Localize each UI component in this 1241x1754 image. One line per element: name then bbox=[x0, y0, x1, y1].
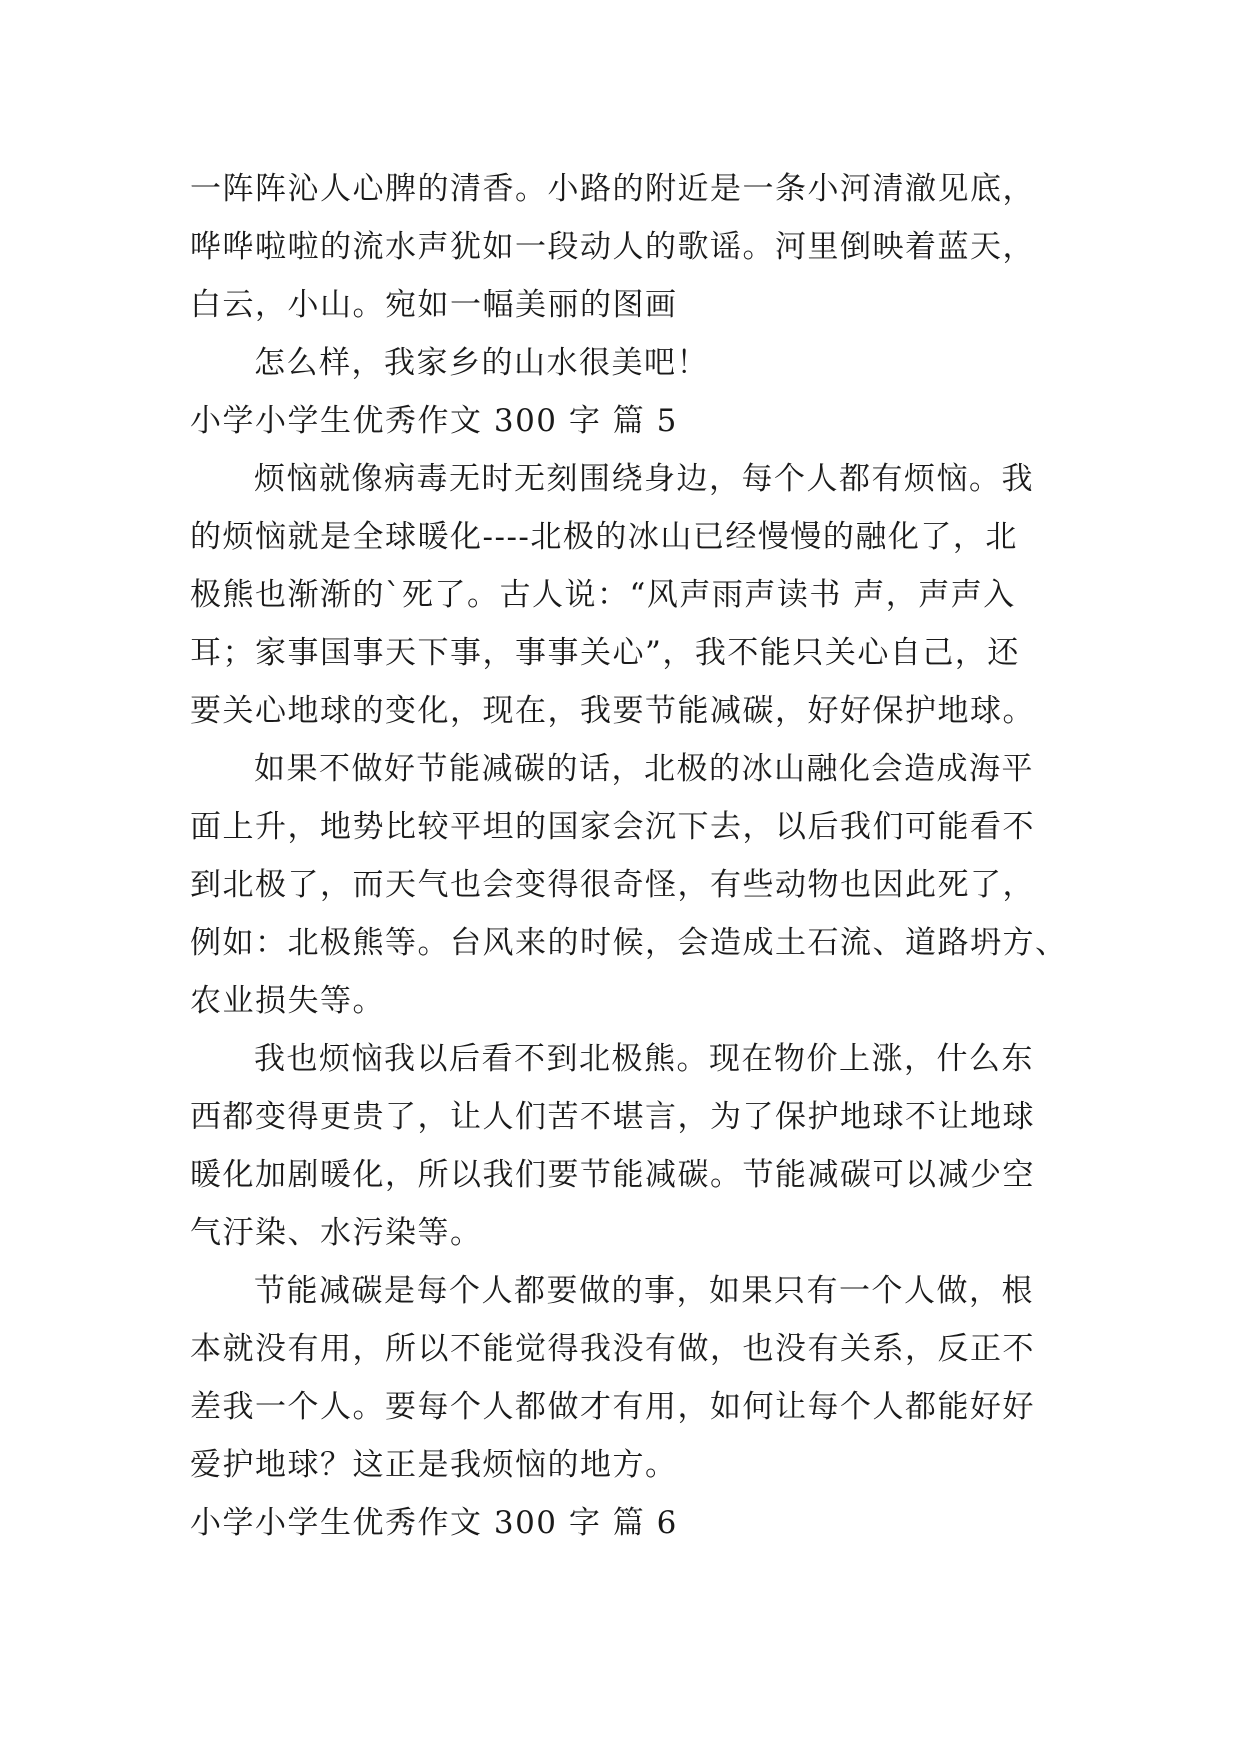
document-body bbox=[190, 160, 1070, 1552]
text-line: 耳；家事国事天下事，事事关心”，我不能只关心自己，还 bbox=[190, 635, 1020, 671]
text-line: 爱护地球？这正是我烦恼的地方。 bbox=[190, 1447, 678, 1483]
text-line: 的烦恼就是全球暖化----北极的冰山已经慢慢的融化了，北 bbox=[190, 519, 1018, 555]
text-line: 极熊也渐渐的`死了。古人说：“风声雨声读书 声，声声入 bbox=[190, 577, 1016, 613]
text-line: 到北极了，而天气也会变得很奇怪，有些动物也因此死了， bbox=[190, 867, 1035, 903]
paragraph-first-line: 如果不做好节能减碳的话，北极的冰山融化会造成海平 bbox=[254, 751, 1034, 787]
text-line: 气汙染、水污染等。 bbox=[190, 1215, 483, 1251]
text-line: 农业损失等。 bbox=[190, 983, 385, 1019]
text-line: 一阵阵沁人心脾的清香。小路的附近是一条小河清澈见底， bbox=[190, 171, 1035, 207]
section-heading: 小学小学生优秀作文 300 字 篇 5 bbox=[190, 403, 678, 439]
section-heading: 小学小学生优秀作文 300 字 篇 6 bbox=[190, 1505, 678, 1541]
paragraph-first-line: 节能减碳是每个人都要做的事，如果只有一个人做，根 bbox=[254, 1273, 1034, 1309]
paragraph-first-line: 我也烦恼我以后看不到北极熊。现在物价上涨，什么东 bbox=[254, 1041, 1034, 1077]
text-line: 西都变得更贵了，让人们苦不堪言，为了保护地球不让地球 bbox=[190, 1099, 1035, 1135]
text-line: 面上升，地势比较平坦的国家会沉下去，以后我们可能看不 bbox=[190, 809, 1035, 845]
text-line: 差我一个人。要每个人都做才有用，如何让每个人都能好好 bbox=[190, 1389, 1035, 1425]
text-line: 要关心地球的变化，现在，我要节能减碳，好好保护地球。 bbox=[190, 693, 1035, 729]
paragraph-first-line: 烦恼就像病毒无时无刻围绕身边，每个人都有烦恼。我 bbox=[254, 461, 1034, 497]
text-line: 哗哗啦啦的流水声犹如一段动人的歌谣。河里倒映着蓝天， bbox=[190, 229, 1035, 265]
text-line: 例如：北极熊等。台风来的时候，会造成土石流、道路坍方、 bbox=[190, 925, 1068, 961]
text-line: 暖化加剧暖化，所以我们要节能减碳。节能减碳可以减少空 bbox=[190, 1157, 1035, 1193]
text-line: 白云，小山。宛如一幅美丽的图画 bbox=[190, 287, 678, 323]
text-line: 本就没有用，所以不能觉得我没有做，也没有关系，反正不 bbox=[190, 1331, 1035, 1367]
paragraph-first-line: 怎么样，我家乡的山水很美吧！ bbox=[254, 345, 709, 381]
